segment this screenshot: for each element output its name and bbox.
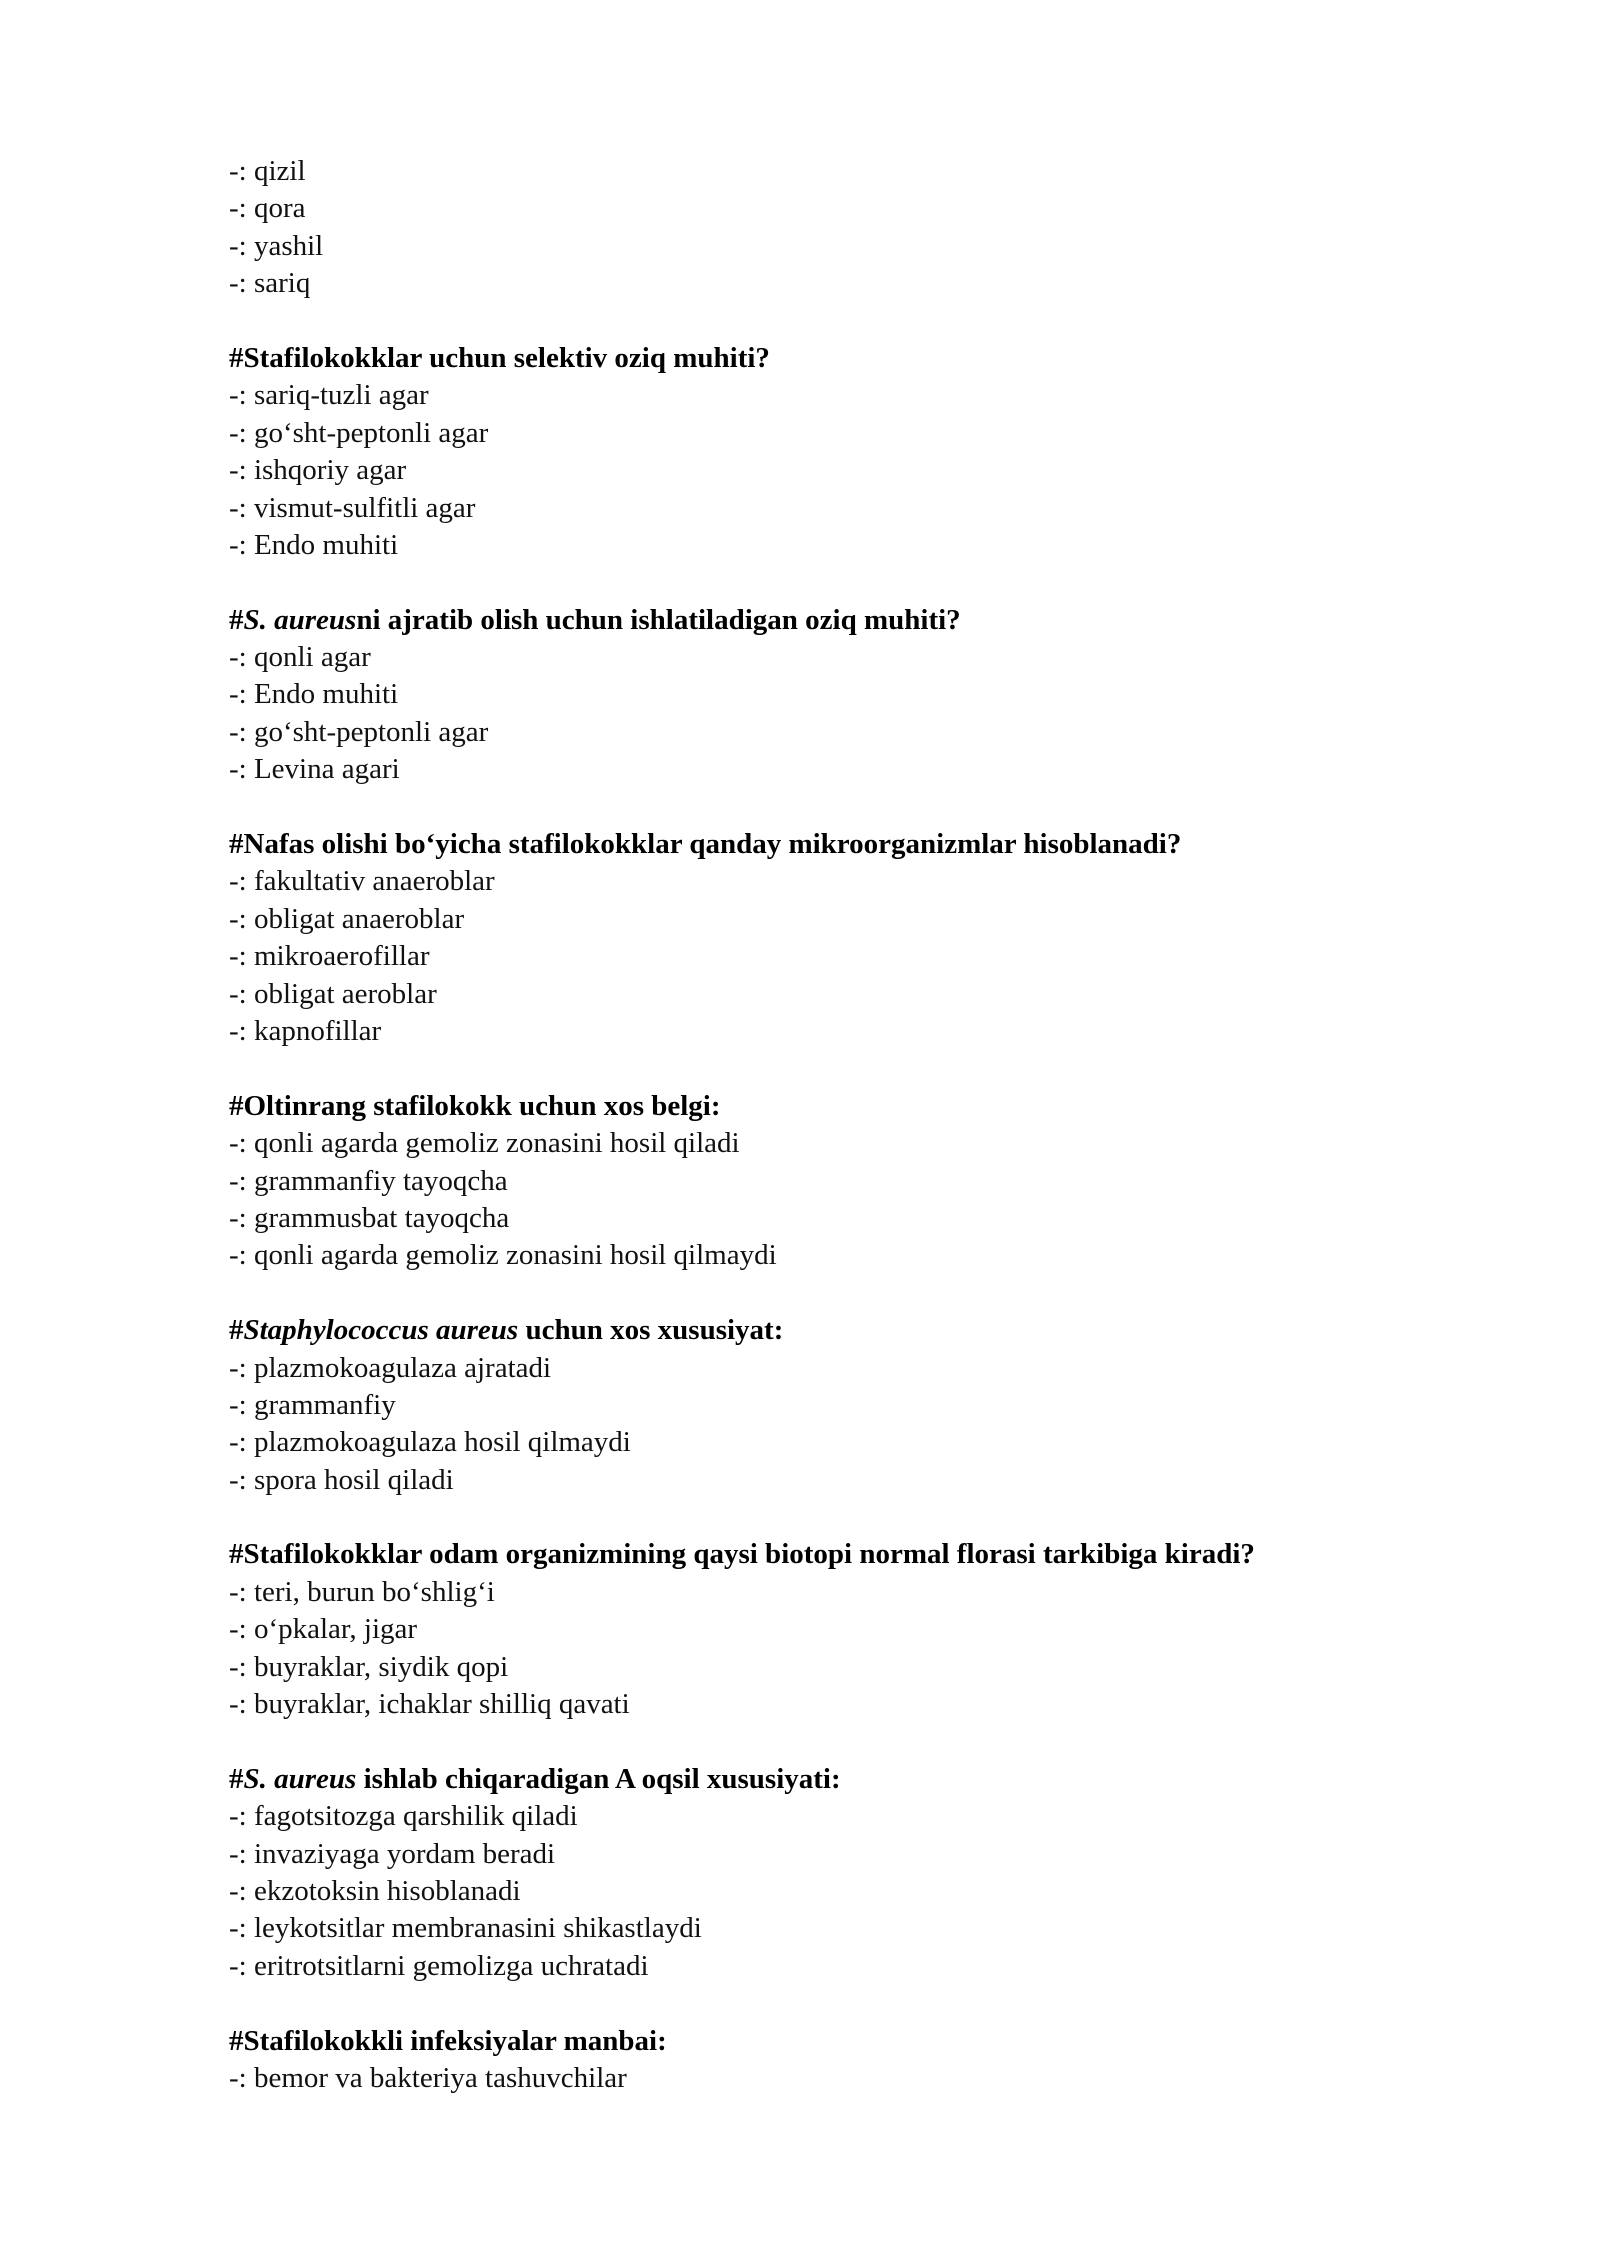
option-line: -: obligat anaeroblar [229,902,465,935]
question-block [229,602,1429,789]
option-line: -: yashil [229,229,324,262]
option-line: -: qora [229,192,306,225]
option-line: -: qonli agarda gemoliz zonasini hosil qilmaydi [229,1239,777,1272]
option-line: -: Levina agari [229,753,400,786]
question-block [229,1761,1429,1985]
question-text [229,1312,1429,1349]
option-line: -: fakultativ anaeroblar [229,865,495,898]
option-line: -: buyraklar, siydik qopi [229,1650,509,1683]
question-rest: ni ajratib olish uchun ishlatiladigan oziq muhiti? [356,603,961,636]
option-line: -: qonli agarda gemoliz zonasini hosil qiladi [229,1127,740,1160]
question-text: #Stafilokokklar uchun selektiv oziq muhiti? [229,341,770,374]
option-line: -: spora hosil qiladi [229,1463,454,1496]
question-prefix: # [229,1762,244,1795]
option-line: -: vismut-sulfitli agar [229,491,476,524]
species-name: S. aureus [243,603,357,636]
question-rest: ishlab chiqaradigan A oqsil xususiyati: [356,1762,841,1795]
question-prefix: # [229,1314,244,1347]
option-line: -: Endo muhiti [229,678,399,711]
lead-options [229,153,1429,303]
option-line: -: teri, burun bo‘shlig‘i [229,1575,495,1608]
question-text [229,1761,1429,1798]
option-line: -: grammusbat tayoqcha [229,1201,510,1234]
document-page [229,153,1429,2097]
option-line: -: leykotsitlar membranasini shikastlaydi [229,1912,702,1945]
option-line: -: eritrotsitlarni gemolizga uchratadi [229,1949,649,1982]
question-block [229,340,1429,564]
question-block [229,1312,1429,1499]
spacer [229,1723,1429,1760]
question-block [229,826,1429,1050]
option-line: -: buyraklar, ichaklar shilliq qavati [229,1688,630,1721]
question-block [229,2023,1429,2098]
spacer [229,303,1429,340]
species-name: S. aureus [243,1762,357,1795]
option-line: -: grammanfiy [229,1388,396,1421]
question-text: #Stafilokokklar odam organizmining qaysi biotopi normal florasi tarkibiga kiradi? [229,1538,1255,1571]
question-text [229,602,1429,639]
question-text: #Oltinrang stafilokokk uchun xos belgi: [229,1089,721,1122]
option-line: -: qonli agar [229,641,371,674]
option-line: -: plazmokoagulaza ajratadi [229,1351,552,1384]
option-line: -: qizil [229,155,306,187]
option-line: -: Endo muhiti [229,528,399,561]
option-line: -: invaziyaga yordam beradi [229,1837,556,1870]
option-line: -: sariq-tuzli agar [229,379,429,412]
spacer [229,789,1429,826]
spacer [229,1499,1429,1536]
option-line: -: obligat aeroblar [229,977,437,1010]
option-line: -: go‘sht-peptonli agar [229,715,489,748]
option-line: -: o‘pkalar, jigar [229,1613,418,1646]
option-line: -: kapnofillar [229,1014,382,1047]
question-text: #Nafas olishi bo‘yicha stafilokokklar qanday mikroorganizmlar hisoblanadi? [229,828,1182,861]
option-line: -: fagotsitozga qarshilik qiladi [229,1800,578,1833]
option-line: -: go‘sht-peptonli agar [229,416,489,449]
spacer [229,1275,1429,1312]
option-line: -: sariq [229,267,311,300]
question-prefix: # [229,603,244,636]
spacer [229,564,1429,601]
question-rest: uchun xos xususiyat: [518,1314,784,1347]
option-line: -: grammanfiy tayoqcha [229,1164,508,1197]
option-line: -: bemor va bakteriya tashuvchilar [229,2061,627,2094]
spacer [229,1985,1429,2022]
question-text: #Stafilokokkli infeksiyalar manbai: [229,2024,667,2057]
question-block [229,1088,1429,1275]
option-line: -: ishqoriy agar [229,454,407,487]
spacer [229,1050,1429,1087]
option-line: -: plazmokoagulaza hosil qilmaydi [229,1426,631,1459]
question-block [229,1536,1429,1723]
option-line: -: mikroaerofillar [229,940,430,973]
option-line: -: ekzotoksin hisoblanadi [229,1874,521,1907]
species-name: Staphylococcus aureus [243,1314,519,1347]
